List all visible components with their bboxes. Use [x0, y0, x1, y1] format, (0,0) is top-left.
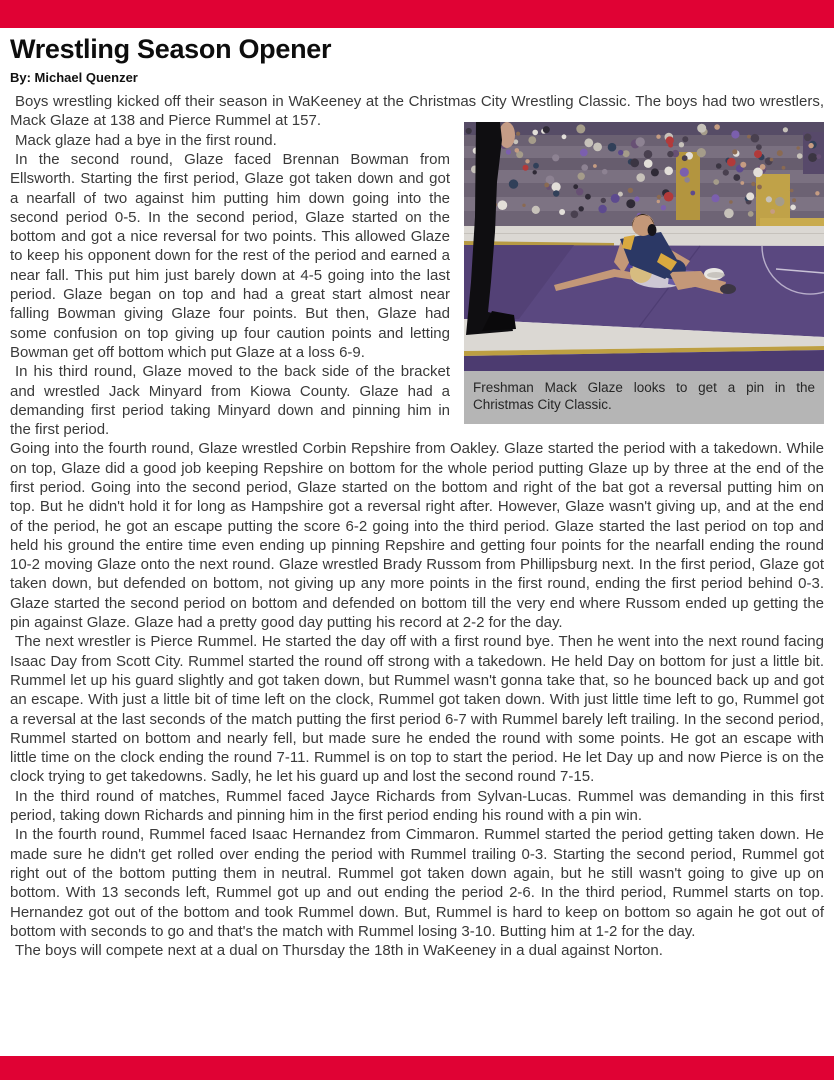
byline: By: Michael Quenzer — [10, 70, 138, 86]
top-red-bar — [0, 0, 834, 28]
article-content — [0, 34, 834, 960]
paragraph-next-dual: The boys will compete next at a dual on Thursday the 18th in WaKeeney in a dual against Norton. — [15, 942, 663, 960]
page-title: Wrestling Season Opener — [10, 34, 332, 64]
bleacher-steps-gold — [676, 152, 700, 220]
paragraph-third-round: In his third round, Glaze moved to the back side of the bracket and wrestled Jack Minyard from Kiowa County. Glaze had a demanding first period taking Minyard down and pinning him in the first period. — [10, 363, 450, 439]
photo-caption: Freshman Mack Glaze looks to get a pin in the Christmas City Classic. — [464, 371, 824, 424]
paragraph-bye: Mack glaze had a bye in the first round. — [15, 131, 277, 149]
paragraph-rummel-hernandez: In the fourth round, Rummel faced Isaac Hernandez from Cimmaron. Rummel started the period getting taken down. He made sure he didn't get rolled over ending the period with Rummel trailing 0-3. Starting the second period, Rummel got right out of the bottom putting them in neutral. Rummel got taken down again, but he still wasn't going to give up on bottom. With 13 seconds left, Rummel got up and out ending the period 2-6. In the third period, Rummel starts on top. Hernandez got out of the bottom and took Rummel down. But, Rummel is hard to keep on bottom so again he got out of bottom with seconds to go and that's the match with Rummel losing 3-10. Butting him at 1-2 for the day. — [10, 826, 824, 940]
paragraph-second-round: In the second round, Glaze faced Brennan Bowman from Ellsworth. Starting the first period, Glaze got taken down and got a nearfall of two against him putting him down going into the second period 0-5. In the second period, Glaze started on the bottom and got a nice reversal for two points. This allowed Glaze to keep his opponent down for the rest of the period and earned a near fall. This put him just barely down at 4-5 going into the last period. Glaze began on top and had a great start almost near falling Bowman giving Glaze four points. But then, Glaze had some confusion on top giving up four caution points and letting Bowman get off bottom which put Glaze at a loss 6-9. — [10, 150, 450, 361]
bottom-red-bar — [0, 1056, 834, 1080]
paragraph-rummel-richards: In the third round of matches, Rummel faced Jayce Richards from Sylvan-Lucas. Rummel was demanding in this first period, taking down Richards and pinning him in the first period ending his round with a pin win. — [10, 787, 824, 825]
article-body — [10, 92, 824, 960]
paragraph-intro: Boys wrestling kicked off their season in WaKeeney at the Christmas City Wrestling Classic. The boys had two wrestlers, Mack Glaze at 138 and Pierce Rummel at 157. — [10, 93, 824, 130]
wrestling-photo — [464, 122, 824, 371]
paragraph-rummel-day: The next wrestler is Pierce Rummel. He started the day off with a first round bye. Then he went into the next round facing Isaac Day from Scott City. Rummel started the round off strong with a takedown. He held Day on bottom for just a little bit. Rummel let up his guard slightly and got taken down, but Rummel wasn't gonna take that, so he bounced back up and got an escape. With just a little bit of time left on the clock, Rummel got taken down. With just little time left to go, Rummel got a reversal at the last seconds of the match putting the first period 6-7 with Rummel barely left trailing. In the second period, Rummel started on bottom and nearly fell, but made sure he ended the round with some points. He got an escape with little time on the clock ending the round 7-11. Rummel is on top to start the period. He let Day up and now Pierce is on the clock trying to get takedowns. Sadly, he let his guard up and lost the second round 7-15. — [10, 633, 824, 786]
paragraph-fourth-round: Going into the fourth round, Glaze wrestled Corbin Repshire from Oakley. Glaze started the period with a takedown. While on top, Glaze did a good job keeping Repshire on bottom for the whole period putting Glaze up by three at the end of the first period. Going into the second period, Glaze started on the bottom and right of the bat got a reversal putting him on top. But he didn't hold it for long as Hampshire got a reversal right after. However, Glaze wasn't giving up, and at the end of the period, he got an escape putting the score 6-2 going into the third period. Glaze started the last period on top and held his ground the entire time even ending up pinning Repshire and getting four points for the nearfall ending the round 10-2 moving Glaze onto the next round. Glaze wrestled Brady Russom from Phillipsburg next. In the first period, Glaze got taken down, but defended on bottom, not giving up any more points in the first round, ending the first period behind 0-3. Glaze started the second period on bottom and defended on bottom till the very end where Russom ended up getting the pin against Glaze. Glaze had a pretty good day putting his record at 2-2 for the day. — [10, 440, 824, 632]
wrestling-figure — [464, 122, 824, 424]
